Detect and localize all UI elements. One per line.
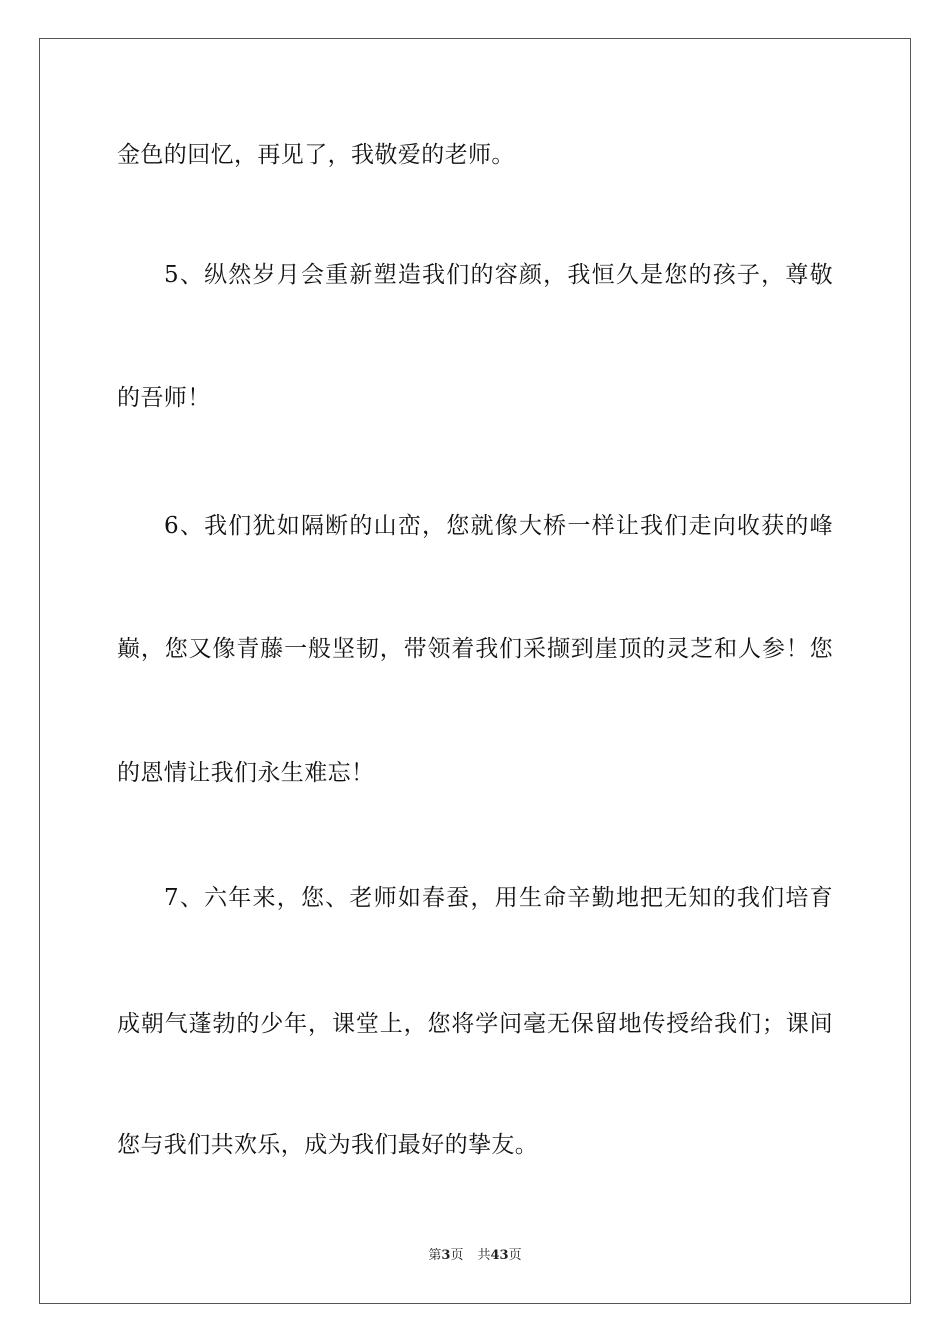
text-line-9: 您与我们共欢乐，成为我们最好的挚友。 [117, 1132, 539, 1158]
footer-page-number: 3 [441, 1248, 451, 1263]
text-line-3: 的吾师！ [117, 385, 211, 411]
text-line-8: 成朝气蓬勃的少年，课堂上，您将学问毫无保留地传授给我们；课间 [117, 1011, 833, 1037]
footer-total-prefix: 共 [477, 1248, 491, 1263]
page-border [39, 38, 911, 1304]
text-line-1: 金色的回忆，再见了，我敬爱的老师。 [117, 142, 515, 168]
text-line-7: 7、六年来，您、老师如春蚕，用生命辛勤地把无知的我们培育 [164, 885, 833, 911]
footer-page-suffix: 页 [450, 1248, 464, 1263]
text-line-4: 6、我们犹如隔断的山峦，您就像大桥一样让我们走向收获的峰 [164, 513, 833, 539]
text-line-6: 的恩情让我们永生难忘！ [117, 760, 375, 786]
page-footer [0, 1247, 950, 1265]
footer-page-prefix: 第 [428, 1248, 442, 1263]
footer-total-suffix: 页 [508, 1248, 522, 1263]
text-line-5: 巅，您又像青藤一般坚韧，带领着我们采撷到崖顶的灵芝和人参！您 [117, 636, 833, 662]
footer-total-pages: 43 [490, 1248, 509, 1263]
text-line-2: 5、纵然岁月会重新塑造我们的容颜，我恒久是您的孩子，尊敬 [164, 262, 833, 288]
